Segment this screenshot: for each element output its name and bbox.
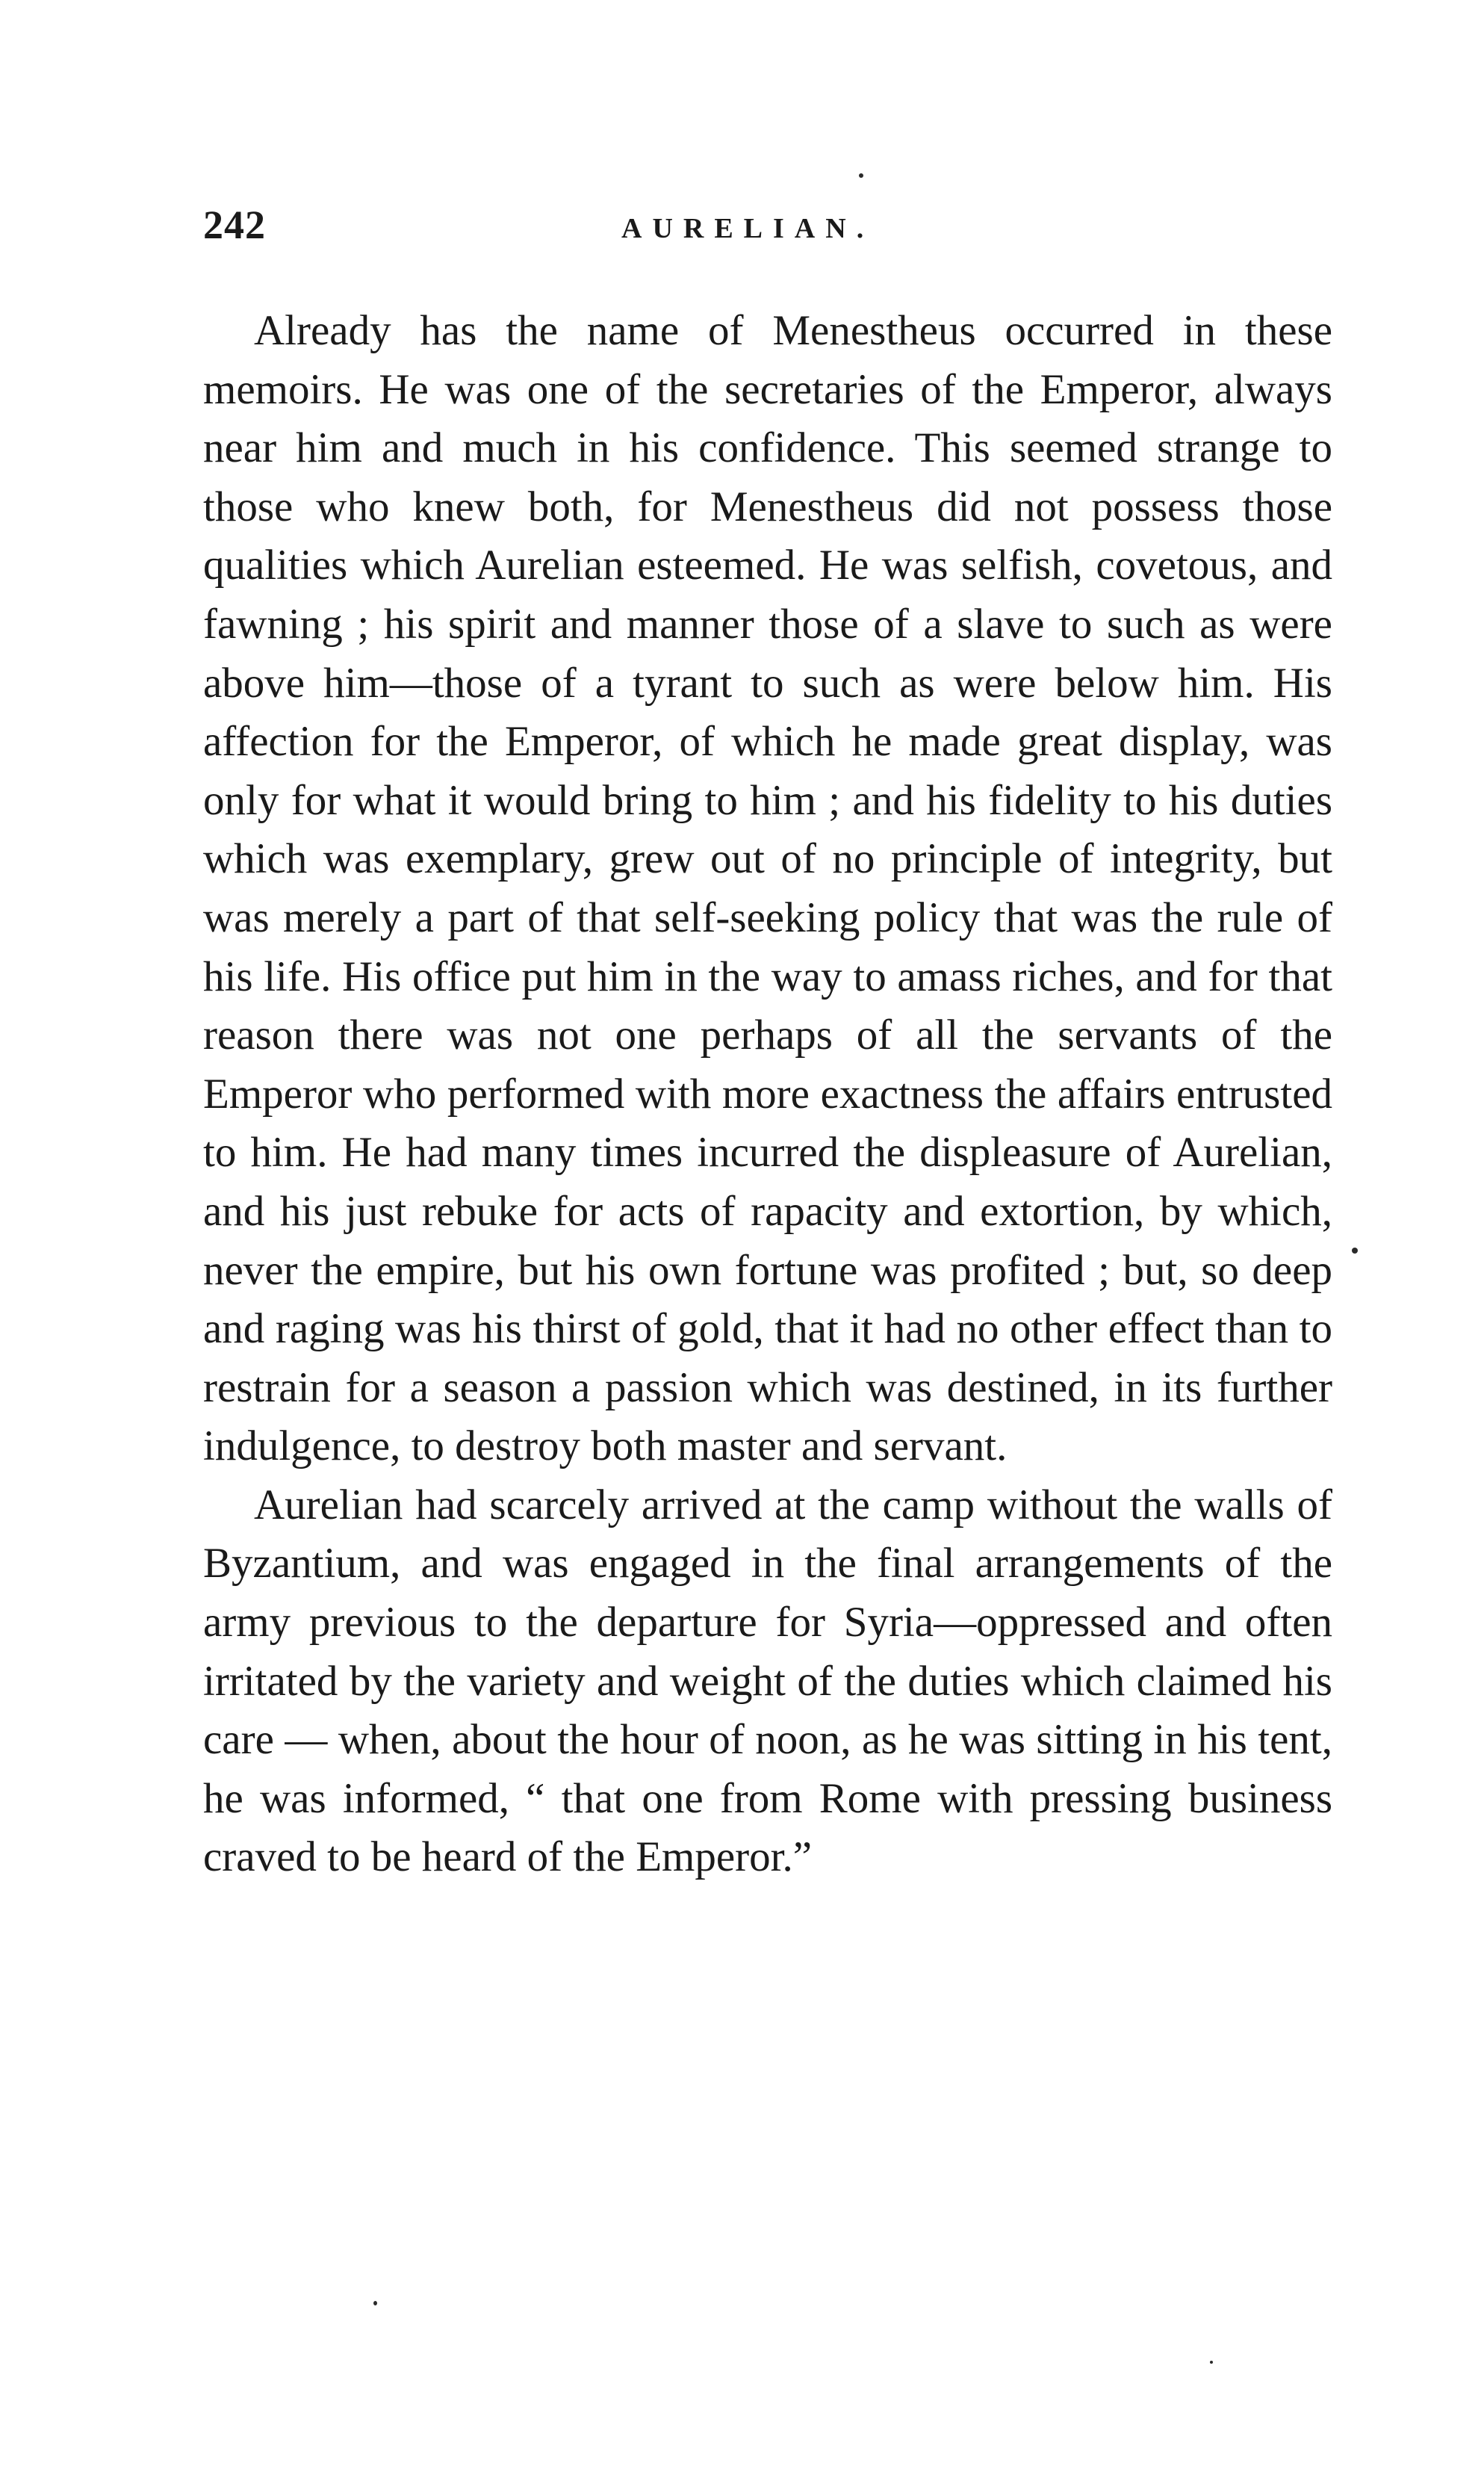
ink-speck [373,2301,377,2305]
paragraph-1: Already has the name of Menestheus occurred in these memoirs. He was one of the secretaries of the Emperor, always near him and much in his confidence. This seemed strange to those who knew both, for Menestheus did not possess those qualities which Aurelian esteemed. He was selfish, covetous, and fawning ; his spirit and manner those of a slave to such as were above him—those of a tyrant to such as were below him. His affection for the Emperor, of which he made great display, was only for what it would bring to him ; and his fidelity to his duties which was exemplary, grew out of no principle of integrity, but was merely a part of that self-seeking policy that was the rule of his life. His office put him in the way to amass riches, and for that reason there was not one perhaps of all the servants of the Emperor who performed with more exactness the affairs entrusted to him. He had many times incurred the displeasure of Aurelian, and his just rebuke for acts of rapacity and extortion, by which, never the empire, but his own fortune was profited ; but, so deep and raging was his thirst of gold, that it had no other effect than to restrain for a season a passion which was destined, in its further indulgence, to destroy both master and servant. [203,307,1332,1470]
ink-speck [1352,1248,1358,1254]
ink-speck [859,173,863,178]
paragraph-2: Aurelian had scarcely arrived at the camp without the walls of Byzantium, and was engaged in the final arrangements of the army previous to the departure for Syria—oppressed and often irritated by the variety and weight of the duties which claimed his care — when, about the hour of noon, as he was sitting in his tent, he was informed, “ that one from Rome with pressing business craved to be heard of the Emperor.” [203,1481,1332,1881]
running-title: AURELIAN. [621,213,875,244]
page-number: 242 [203,202,266,247]
body-text [203,302,1332,1887]
page-header [203,202,1332,269]
ink-speck [1210,2361,1213,2364]
